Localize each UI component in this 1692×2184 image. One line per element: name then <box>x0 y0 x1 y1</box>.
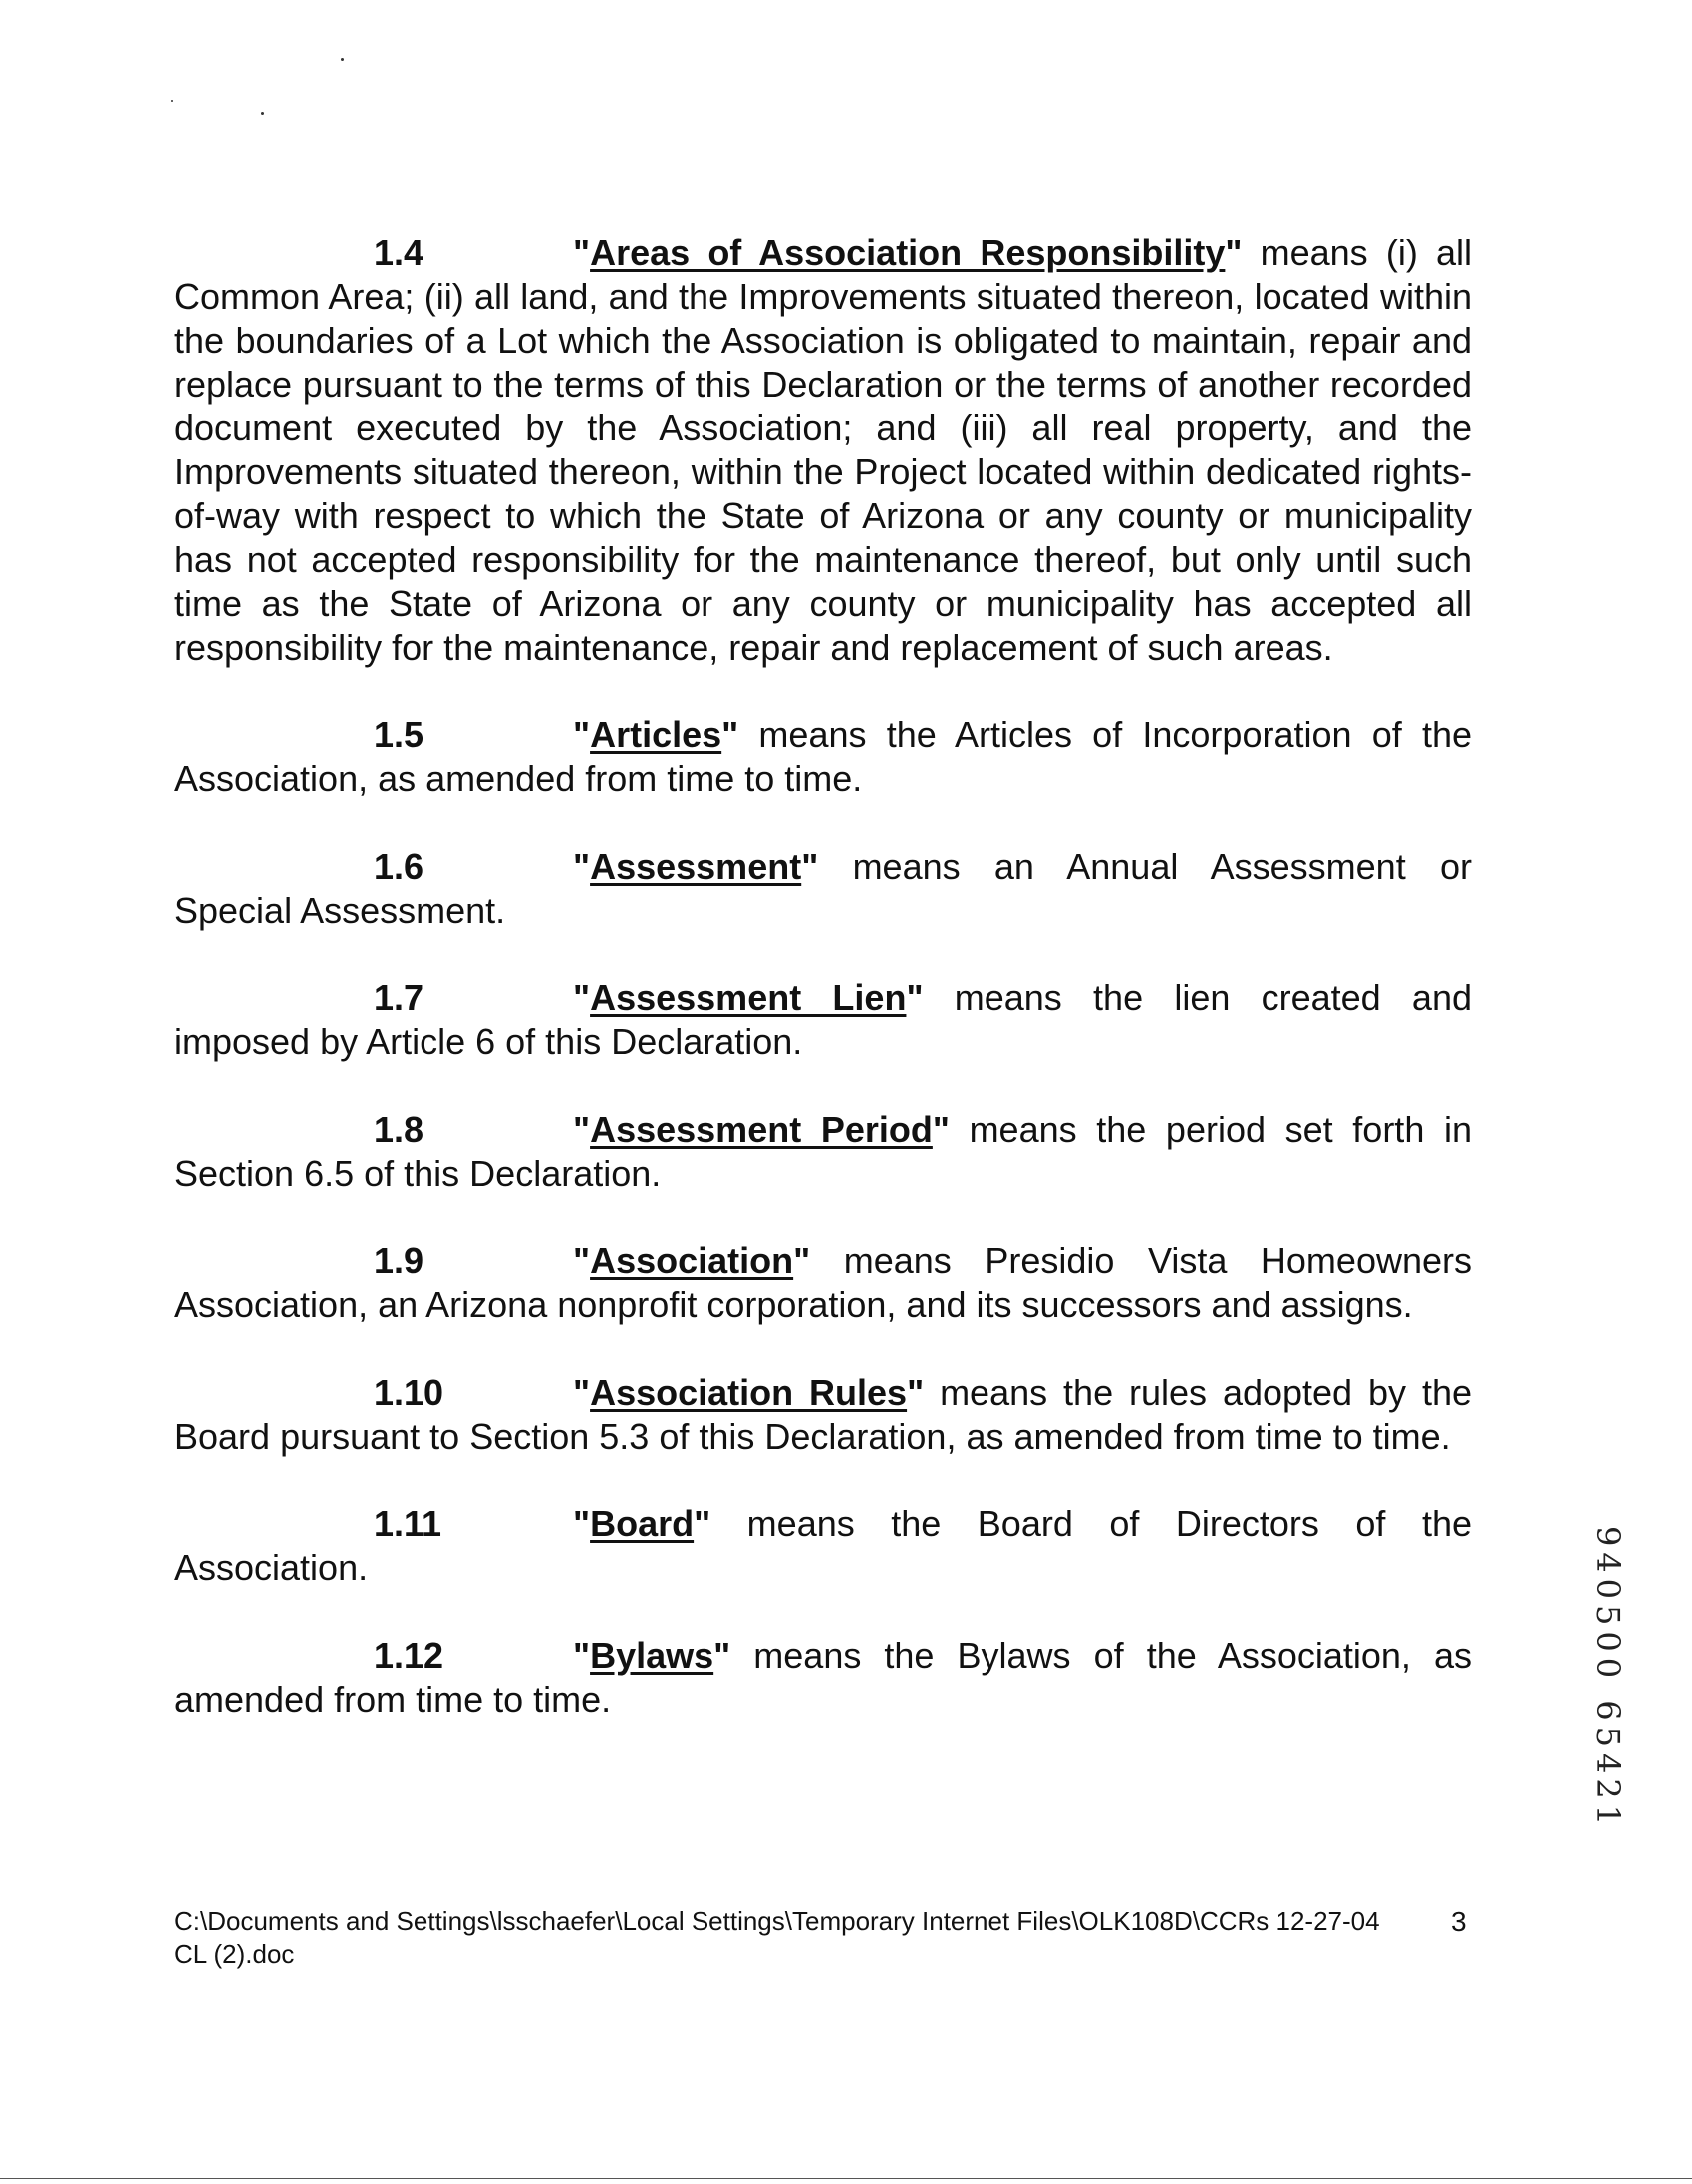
defined-term <box>573 1240 810 1281</box>
defined-term <box>573 1635 730 1676</box>
definition-section-1-4 <box>174 231 1472 670</box>
quote-mark: " <box>573 1372 591 1413</box>
quote-mark: " <box>573 714 591 755</box>
section-number: 1.7 <box>374 977 424 1018</box>
quote-mark: " <box>573 977 591 1018</box>
defined-term <box>573 1372 924 1413</box>
section-number: 1.9 <box>374 1240 424 1281</box>
definition-text: means the Bylaws of the Association, as amended from time to time. <box>174 1635 1472 1720</box>
quote-mark: " <box>573 1503 591 1544</box>
quote-mark: " <box>801 846 819 887</box>
quote-mark: " <box>906 977 924 1018</box>
quote-mark: " <box>573 846 591 887</box>
defined-term-text: Assessment Period <box>590 1109 933 1150</box>
defined-term-text: Assessment Lien <box>590 977 907 1018</box>
quote-mark: " <box>573 1109 591 1150</box>
definition-text: means an Annual Assessment or Special Assessment. <box>174 846 1472 931</box>
defined-term <box>573 1109 950 1150</box>
definition-text: means (i) all Common Area; (ii) all land, and the Improvements situated thereon, located within the boundaries of a Lot which the Association is obligated to maintain, repair and replace pursuant to the terms of this Declaration or the terms of another recorded document executed by the Association; and (iii) all real property, and the Improvements situated thereon, within the Project located within dedicated rights-of-way with respect to which the State of Arizona or any county or municipality has not accepted responsibility for the maintenance thereof, but only until such time as the State of Arizona or any county or municipality has accepted all responsibility for the maintenance, repair and replacement of such areas. <box>174 232 1472 668</box>
defined-term-text: Areas of Association Responsibility <box>590 232 1226 273</box>
definition-text: means the Board of Directors of the Association. <box>174 1503 1472 1588</box>
definition-section-1-9 <box>174 1239 1472 1327</box>
section-number: 1.6 <box>374 846 424 887</box>
defined-term-text: Association <box>590 1240 794 1281</box>
defined-term <box>573 232 1242 273</box>
page-number: 3 <box>1451 1906 1467 1937</box>
defined-term-text: Articles <box>590 714 722 755</box>
definition-text: means the rules adopted by the Board pursuant to Section 5.3 of this Declaration, as amended from time to time. <box>174 1372 1472 1457</box>
quote-mark: " <box>793 1240 811 1281</box>
definition-text: means the lien created and imposed by Article 6 of this Declaration. <box>174 977 1472 1062</box>
section-number: 1.11 <box>374 1503 442 1544</box>
defined-term <box>573 714 738 755</box>
definition-text: means the period set forth in Section 6.5 of this Declaration. <box>174 1109 1472 1194</box>
footer-file-path: C:\Documents and Settings\lsschaefer\Local Settings\Temporary Internet Files\OLK108D\CCRs 12-27-04 CL (2).doc <box>174 1906 1380 1969</box>
quote-mark: " <box>573 232 591 273</box>
scan-speck <box>171 100 173 102</box>
defined-term <box>573 977 924 1018</box>
definition-section-1-11 <box>174 1502 1472 1590</box>
section-number: 1.10 <box>374 1372 444 1413</box>
quote-mark: " <box>573 1635 591 1676</box>
quote-mark: " <box>1225 232 1243 273</box>
section-number: 1.8 <box>374 1109 424 1150</box>
definition-section-1-12 <box>174 1634 1472 1722</box>
definition-text: means the Articles of Incorporation of the Association, as amended from time to time. <box>174 714 1472 799</box>
section-number: 1.4 <box>374 232 424 273</box>
defined-term <box>573 846 818 887</box>
defined-term <box>573 1503 710 1544</box>
definitions-list <box>174 231 1472 1766</box>
scan-edge-line <box>0 2178 1692 2179</box>
defined-term-text: Board <box>590 1503 695 1544</box>
section-number: 1.12 <box>374 1635 444 1676</box>
recording-number-stamp: 940500 65421 <box>1589 1525 1627 1832</box>
quote-mark: " <box>907 1372 925 1413</box>
defined-term-text: Association Rules <box>590 1372 908 1413</box>
section-number: 1.5 <box>374 714 424 755</box>
quote-mark: " <box>694 1503 711 1544</box>
definition-section-1-7 <box>174 976 1472 1064</box>
defined-term-text: Assessment <box>590 846 802 887</box>
definition-section-1-8 <box>174 1108 1472 1196</box>
definition-section-1-10 <box>174 1371 1472 1459</box>
quote-mark: " <box>932 1109 950 1150</box>
definition-text: means Presidio Vista Homeowners Association, an Arizona nonprofit corporation, and its successors and assigns. <box>174 1240 1472 1325</box>
definition-section-1-5 <box>174 713 1472 801</box>
quote-mark: " <box>721 714 739 755</box>
scan-speck <box>261 112 264 115</box>
quote-mark: " <box>573 1240 591 1281</box>
scan-speck <box>341 58 344 61</box>
definition-section-1-6 <box>174 845 1472 933</box>
defined-term-text: Bylaws <box>590 1635 714 1676</box>
quote-mark: " <box>713 1635 731 1676</box>
